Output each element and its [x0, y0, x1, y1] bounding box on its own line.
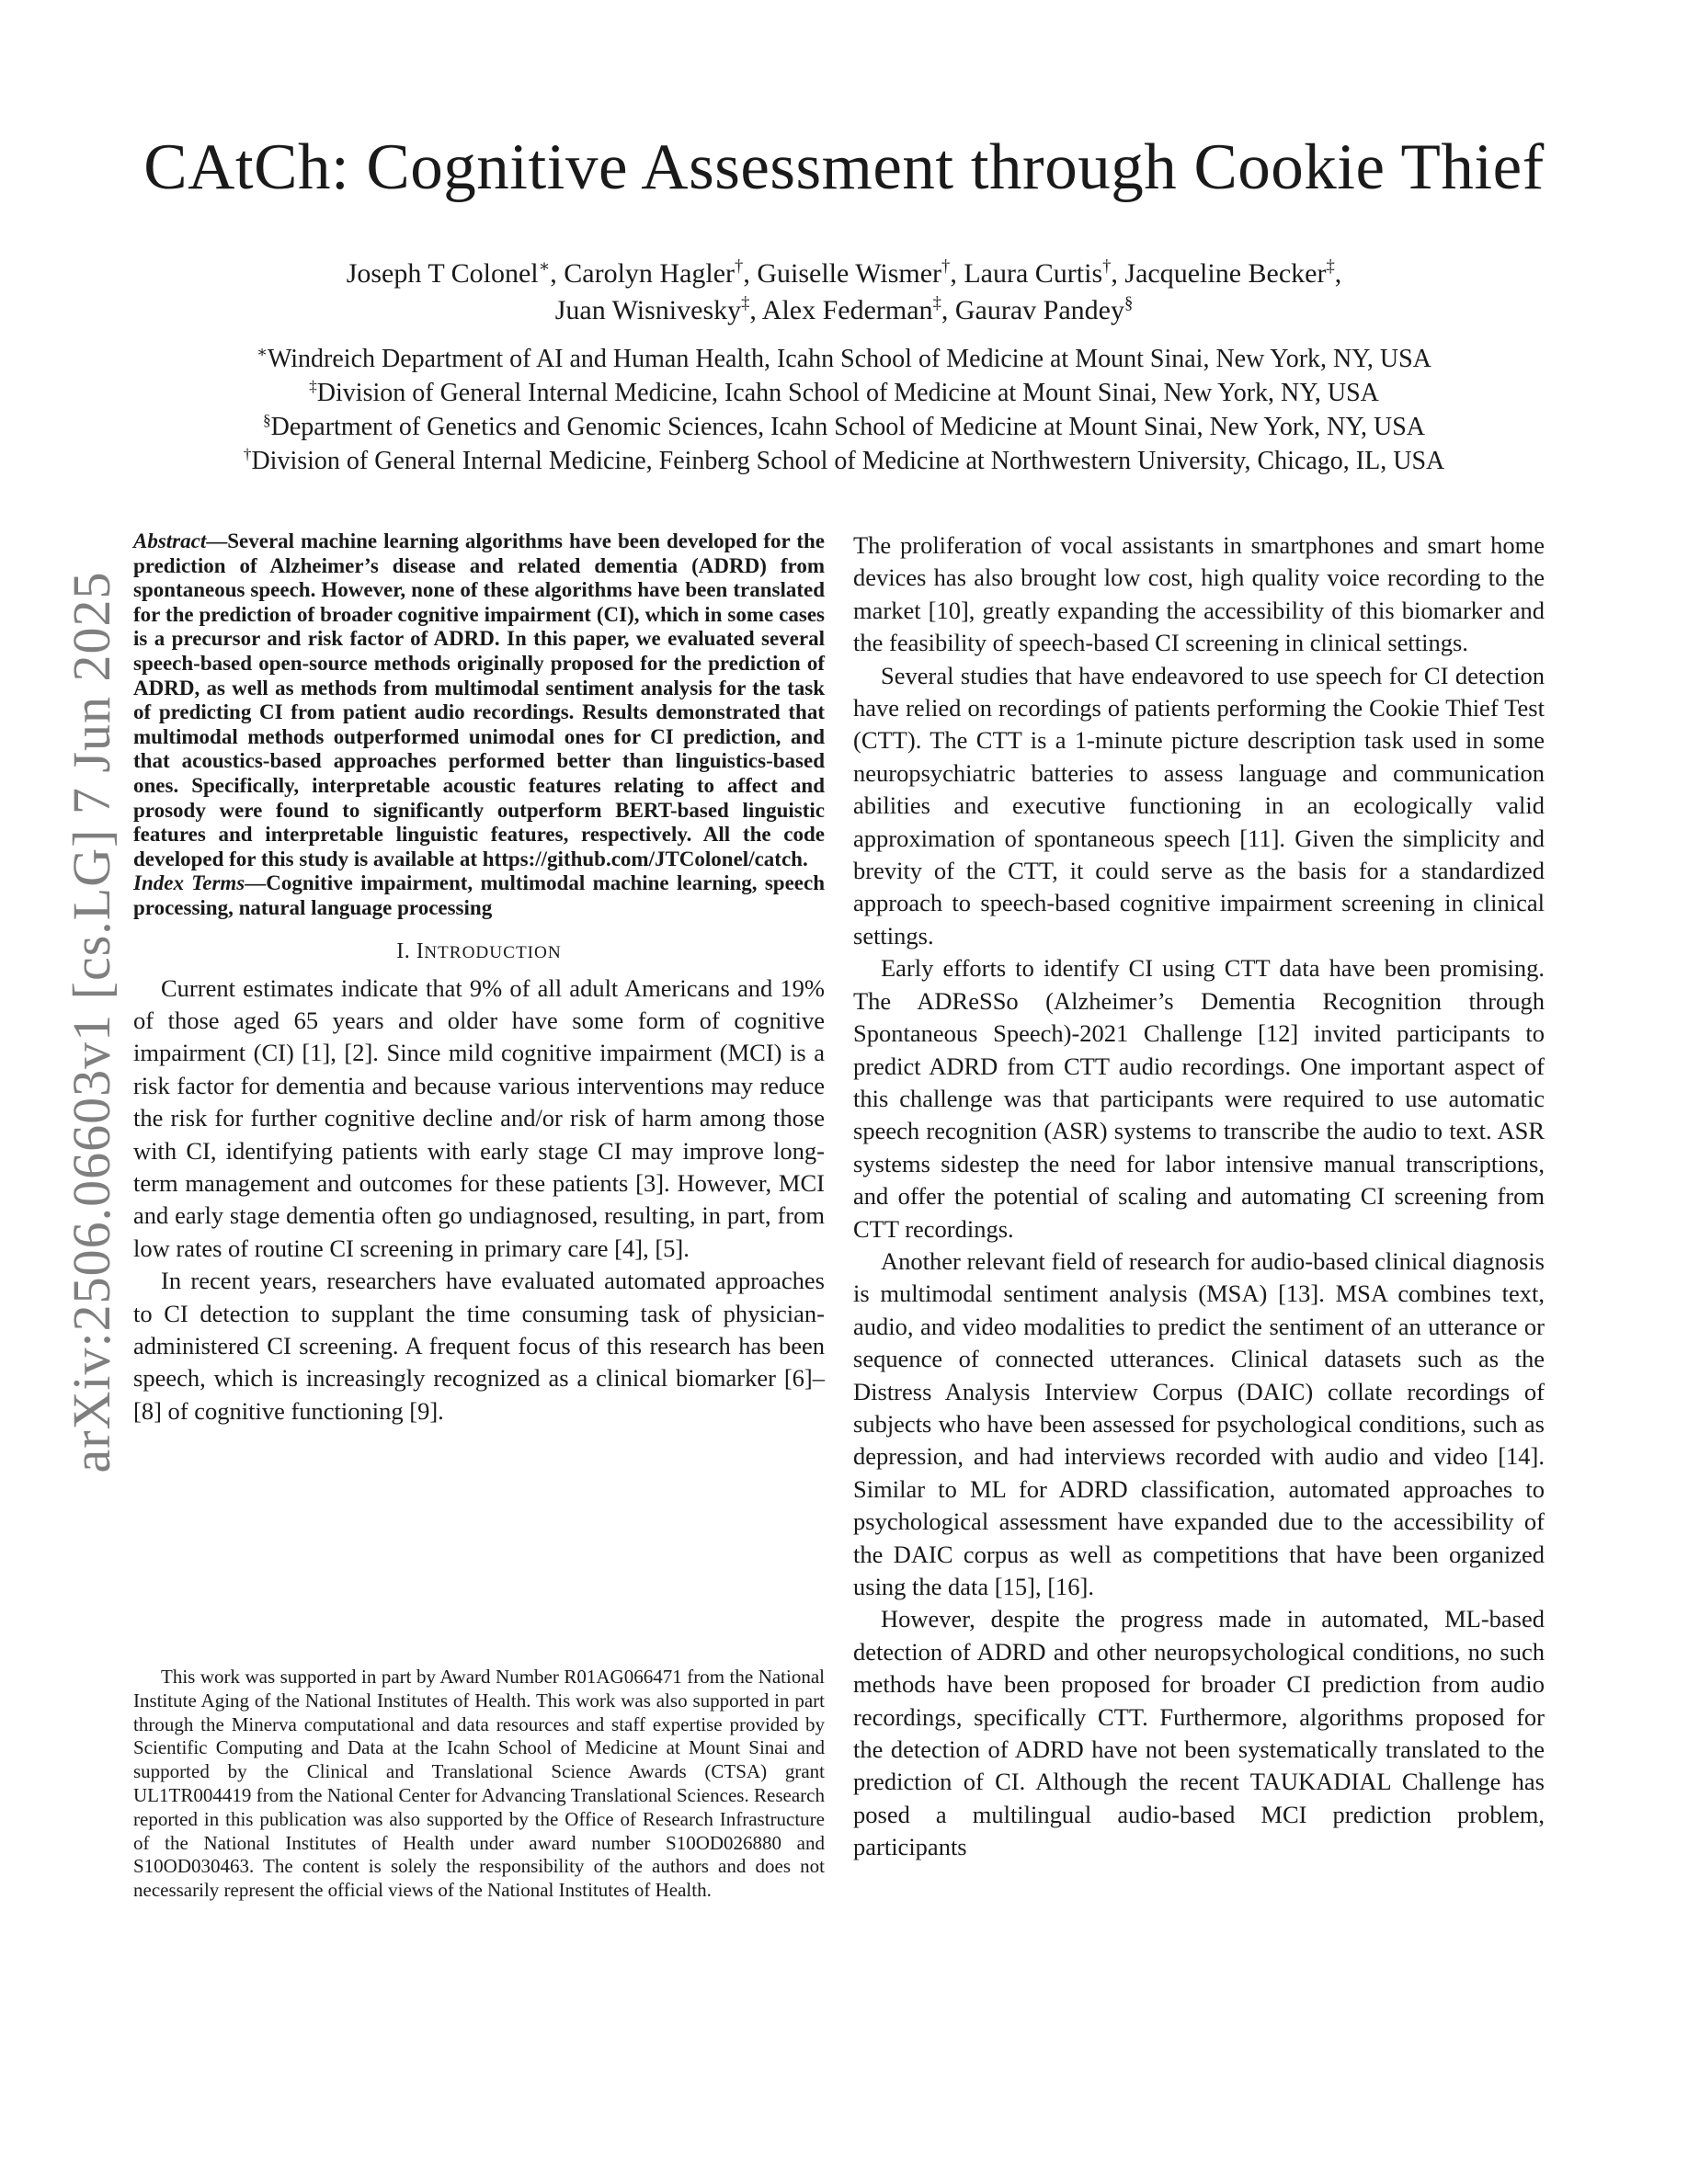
author-mark: † [1102, 256, 1112, 277]
author-mark: ∗ [538, 256, 551, 277]
index-terms-text: —Cognitive impairment, multimodal machine learning, speech processing, natural language processing [133, 871, 826, 919]
paragraph: The proliferation of vocal assistants in smartphones and smart home devices has also brought low cost, high quality voice recording to the market [10], greatly expanding the accessibility of this biomarker and the feasibility of speech-based CI screening in clinical settings. [853, 531, 1545, 657]
author-line-1 [0, 256, 1688, 292]
section-heading-introduction [133, 938, 825, 967]
affiliation-mark: ∗ [257, 343, 268, 361]
funding-footnote: This work was supported in part by Award Number R01AG066471 from the National Institute Aging of the National Institutes of Health. This work was also supported in part through the Minerva computational and data resources and staff expertise provided by Scientific Computing and Data at the Icahn School of Medicine at Mount Sinai and supported by the Clinical and Translational Science Awards (CTSA) grant UL1TR004419 from the National Center for Advancing Translational Sciences. Research reported in this publication was also supported by the Office of Research Infrastructure of the National Institutes of Health under award number S10OD026880 and S10OD030463. The content is solely the responsibility of the authors and does not necessarily represent the official views of the National Institutes of Health. [133, 1666, 825, 1902]
author-separator: , [950, 258, 964, 289]
affiliation-text: Division of General Internal Medicine, Feinberg School of Medicine at Northwestern University, Chicago, IL, USA [251, 447, 1445, 475]
affiliation-mark: § [262, 411, 271, 429]
author-mark: ‡ [1326, 256, 1335, 277]
author-name: Guiselle Wismer [757, 258, 942, 289]
author-separator: , [1111, 258, 1125, 289]
author-mark: † [735, 256, 744, 277]
abstract-text: —Several machine learning algorithms have been developed for the prediction of Alzheimer’s disease and related dementia (ADRD) from spontaneous speech. However, none of these algorithms have been translated for the prediction of broader cognitive impairment (CI), which in some cases is a precursor and risk factor of ADRD. In this paper, we evaluated several speech-based open-source methods originally proposed for the prediction of ADRD, as well as methods from multimodal sentiment analysis for the task of predicting CI from patient audio recordings. Results demonstrated that multimodal methods outperformed unimodal ones for CI prediction, and that acoustics-based approaches performed better than linguistics-based ones. Specifically, interpretable acoustic features relating to affect and prosody were found to significantly outperform BERT-based linguistic features and interpretable linguistic features, respectively. All the code developed for this study is available at https://github.com/JTColonel/catch. [133, 529, 825, 870]
author-mark: † [941, 256, 951, 277]
arxiv-identifier-stamp: arXiv:2506.06603v1 [cs.LG] 7 Jun 2025 [62, 571, 121, 1473]
section-title-rest: NTRODUCTION [424, 942, 562, 962]
author-separator: , [743, 258, 758, 289]
author-list [0, 256, 1688, 329]
author-mark: § [1123, 293, 1134, 313]
author-name: Gaurav Pandey [954, 295, 1124, 325]
author-name: Joseph T Colonel [346, 258, 539, 289]
affiliation-mark: ‡ [309, 377, 317, 395]
index-terms-label: Index Terms [133, 871, 245, 895]
author-line-2 [0, 292, 1688, 329]
abstract-label: Abstract [133, 529, 207, 552]
author-mark: ‡ [932, 293, 941, 313]
author-separator: , [1334, 258, 1342, 289]
author-separator: , [550, 258, 565, 289]
paragraph: Several studies that have endeavored to use speech for CI detection have relied on recordings of patients performing the Cookie Thief Test (CTT). The CTT is a 1-minute picture description task used in some neuropsychiatric batteries to assess language and communication abilities and executive functioning in an ecologically valid approximation of spontaneous speech [11]. Given the simplicity and brevity of the CTT, it could serve as the basis for a standardized approach to speech-based cognitive impairment screening in clinical settings. [853, 661, 1545, 950]
affiliation-list [0, 342, 1688, 478]
affiliation-text: Division of General Internal Medicine, Icahn School of Medicine at Mount Sinai, New York, NY, USA [316, 379, 1379, 407]
right-column [853, 529, 1545, 1864]
section-number: I. [396, 938, 411, 963]
author-separator: , [941, 295, 955, 325]
author-mark: ‡ [741, 293, 750, 313]
author-name: Juan Wisnivesky [554, 295, 742, 325]
paragraph: Early efforts to identify CI using CTT data have been promising. The ADReSSo (Alzheimer’s Dementia Recognition through Spontaneous Speech)-2021 Challenge [12] invited participants to predict ADRD from CTT audio recordings. One important aspect of this challenge was that participants were required to use automatic speech recognition (ASR) systems to transcribe the audio to text. ASR systems sidestep the need for labor intensive manual transcriptions, and offer the potential of scaling and automating CI screening from CTT recordings. [853, 954, 1545, 1243]
affiliation-mark: † [243, 445, 252, 463]
affiliation-line [0, 342, 1688, 376]
affiliation-text: Windreich Department of AI and Human Health, Icahn School of Medicine at Mount Sinai, New York, NY, USA [267, 345, 1431, 373]
left-column [133, 529, 825, 1428]
paragraph: Current estimates indicate that 9% of all adult Americans and 19% of those aged 65 years and older have some form of cognitive impairment (CI) [1], [2]. Since mild cognitive impairment (MCI) is a risk factor for dementia and because various interventions may reduce the risk for further cognitive decline and/or risk of harm among those with CI, identifying patients with early stage CI may improve long-term management and outcomes for these patients [3]. However, MCI and early stage dementia often go undiagnosed, resulting, in part, from low rates of routine CI screening in primary care [4], [5]. [133, 973, 825, 1262]
abstract [133, 529, 825, 871]
author-name: Jacqueline Becker [1124, 258, 1327, 289]
paragraph: However, despite the progress made in automated, ML-based detection of ADRD and other neuropsychological conditions, no such methods have been proposed for broader CI prediction from audio recordings, specifically CTT. Furthermore, algorithms proposed for the detection of ADRD have not been systematically translated to the prediction of CI. Although the recent TAUKADIAL Challenge has posed a multilingual audio-based MCI prediction problem, participants [853, 1605, 1545, 1861]
author-name: Carolyn Hagler [564, 258, 736, 289]
index-terms [133, 871, 825, 920]
affiliation-line [0, 410, 1688, 444]
paper-title: CAtCh: Cognitive Assessment through Cookie Thief [143, 131, 1545, 203]
section-title-initial: I [416, 938, 425, 963]
affiliation-line [0, 376, 1688, 410]
author-separator: , [749, 295, 762, 325]
affiliation-line [0, 444, 1688, 478]
author-name: Laura Curtis [964, 258, 1103, 289]
paragraph: Another relevant field of research for audio-based clinical diagnosis is multimodal sentiment analysis (MSA) [13]. MSA combines text, audio, and video modalities to predict the sentiment of an utterance or sequence of connected utterances. Clinical datasets such as the Distress Analysis Interview Corpus (DAIC) collate recordings of subjects who have been assessed for psychological conditions, such as depression, and had interviews recorded with audio and video [14]. Similar to ML for ADRD classification, automated approaches to psychological assessment have expanded due to the accessibility of the DAIC corpus as well as competitions that have been organized using the data [15], [16]. [853, 1246, 1545, 1600]
paragraph: In recent years, researchers have evaluated automated approaches to CI detection to supplant the time consuming task of physician-administered CI screening. A frequent focus of this research has been speech, which is increasingly recognized as a clinical biomarker [6]–[8] of cognitive functioning [9]. [133, 1267, 825, 1425]
affiliation-text: Department of Genetics and Genomic Sciences, Icahn School of Medicine at Mount Sinai, New York, NY, USA [270, 413, 1426, 441]
author-name: Alex Federman [761, 295, 933, 325]
